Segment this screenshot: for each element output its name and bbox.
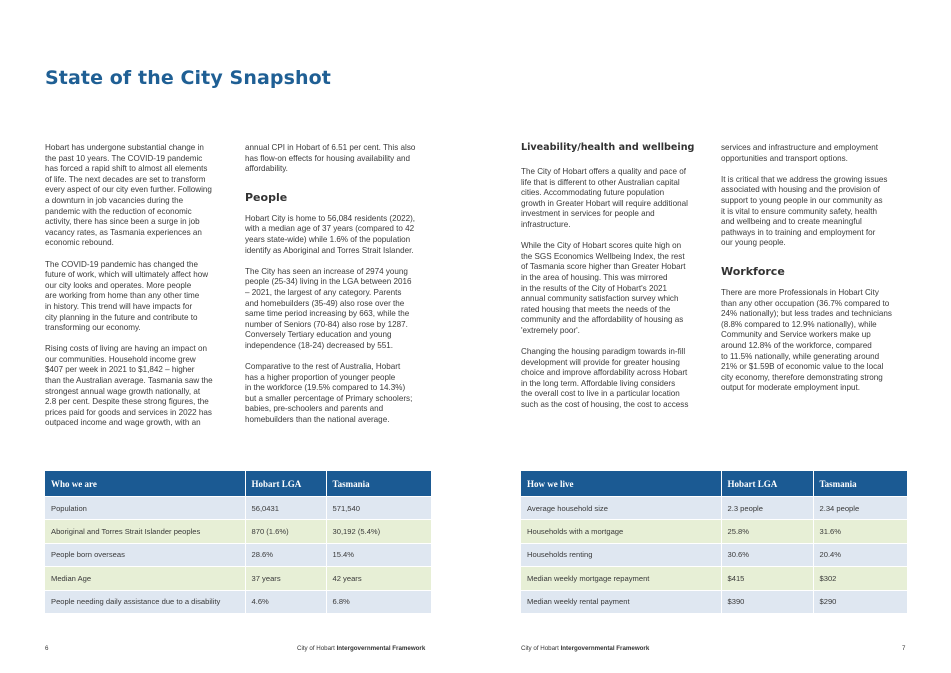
table-cell: 2.3 people bbox=[721, 497, 813, 520]
table-cell: Households with a mortgage bbox=[521, 520, 721, 543]
footer-right-credit bbox=[521, 645, 649, 652]
column-header: Tasmania bbox=[326, 471, 431, 497]
paragraph: Hobart has undergone substantial change in the past 10 years. The COVID-19 pandemic has forced a rapid shift to almost all elements of life. The next decades are set to transform every aspect of our city even further. Following a downturn in job vacancies during the pandemic with the reduction of economic activity, there has since been a surge in job vacancy rates, as Tasmania experiences an economic rebound. bbox=[45, 143, 212, 248]
text-column-2 bbox=[245, 143, 440, 436]
table-cell: Median Age bbox=[45, 567, 245, 590]
table-cell: $302 bbox=[813, 567, 907, 590]
paragraph: The City has seen an increase of 2974 young people (25-34) living in the LGA between 2016 – 2021, the largest of any category. Parents and homebuilders (35-49) also rose over the same time period increasing by 663, while the number of Seniors (70-84) also rose by 1287. Conversely Tertiary education and young independence (18-24) decreased by 551. bbox=[245, 266, 412, 350]
footer-org: City of Hobart bbox=[297, 645, 335, 652]
table-cell: 31.6% bbox=[813, 520, 907, 543]
paragraph: It is critical that we address the growing issues associated with housing and the provision of support to young people in our community as it is vital to ensure community safety, health and wellbeing and to create meaningful pathways in to training and employment for our young people. bbox=[721, 174, 888, 248]
table-cell: 56,0431 bbox=[245, 497, 326, 520]
paragraph: Changing the housing paradigm towards in-fill development will provide for greater housing choice and improve affordability across Hobart in the long term. Affordable living considers the overall cost to live in a particular location such as the cost of housing, the cost to access bbox=[521, 347, 689, 410]
table-row bbox=[521, 543, 907, 566]
table-cell: People needing daily assistance due to a disability bbox=[45, 590, 245, 613]
paragraph: Comparative to the rest of Australia, Hobart has a higher proportion of younger people in the workforce (19.5% compared to 14.3%) but a smaller percentage of Primary schoolers; babies, pre-schoolers and parents and homebuilders than the national average. bbox=[245, 362, 413, 425]
column-header: Hobart LGA bbox=[245, 471, 326, 497]
table-row bbox=[521, 590, 907, 613]
page-number-left: 6 bbox=[45, 645, 49, 652]
paragraph: There are more Professionals in Hobart City than any other occupation (36.7% compared to 24% nationally); but less trades and technicians (8.8% compared to 12.9% nationally), while Community and Service workers make up around 12.8% of the workforce, compared to 11.5% nationally, while generating around 21% or $1.59B of economic value to the local city economy, therefore demonstrating strong output for moderate employment input. bbox=[721, 287, 892, 393]
table-row bbox=[45, 567, 431, 590]
table-cell: Aboriginal and Torres Strait Islander peoples bbox=[45, 520, 245, 543]
how-we-live-table bbox=[521, 471, 907, 613]
table-cell: 30,192 (5.4%) bbox=[326, 520, 431, 543]
footer-org: City of Hobart bbox=[521, 645, 559, 652]
table-row bbox=[45, 590, 431, 613]
table-row bbox=[45, 543, 431, 566]
text-column-3 bbox=[521, 141, 716, 421]
table-row bbox=[45, 520, 431, 543]
column-header: Hobart LGA bbox=[721, 471, 813, 497]
footer-doc-title: Intergovernmental Framework bbox=[336, 645, 426, 652]
footer-doc-title: Intergovernmental Framework bbox=[560, 645, 650, 652]
table-cell: 571,540 bbox=[326, 497, 431, 520]
column-header: How we live bbox=[521, 471, 721, 497]
table-cell: $290 bbox=[813, 590, 907, 613]
footer-left-credit bbox=[297, 645, 425, 652]
table-cell: Average household size bbox=[521, 497, 721, 520]
table-cell: 25.8% bbox=[721, 520, 813, 543]
paragraph: Hobart City is home to 56,084 residents (2022), with a median age of 37 years (compared to 42 years state-wide) while 1.6% of the population identify as Aboriginal and Torres Strait Islander. bbox=[245, 213, 416, 255]
table-cell: Households renting bbox=[521, 543, 721, 566]
table-cell: Population bbox=[45, 497, 245, 520]
table-cell: $390 bbox=[721, 590, 813, 613]
column-header: Who we are bbox=[45, 471, 245, 497]
table-cell: 42 years bbox=[326, 567, 431, 590]
paragraph: Rising costs of living are having an impact on our communities. Household income grew $407 per week in 2021 to $1,842 – higher than the Australian average. Tasmania saw the strongest annual wage growth nationally, at 2.8 per cent. Despite these strong figures, the prices paid for goods and services in 2022 has outpaced income and wage growth, with an bbox=[45, 344, 213, 428]
section-heading-workforce: Workforce bbox=[721, 264, 785, 278]
section-heading-people: People bbox=[245, 190, 288, 204]
paragraph: The COVID-19 pandemic has changed the future of work, which will ultimately affect how our city looks and operates. More people are working from home than any other time in history. This trend will have impacts for city planning in the future and contribute to transforming our economy. bbox=[45, 259, 209, 333]
table-cell: 28.6% bbox=[245, 543, 326, 566]
table-cell: 37 years bbox=[245, 567, 326, 590]
table-header-row bbox=[45, 471, 431, 497]
table-cell: $415 bbox=[721, 567, 813, 590]
table-cell: 2.34 people bbox=[813, 497, 907, 520]
paragraph: While the City of Hobart scores quite high on the SGS Economics Wellbeing Index, the rest of Tasmania score higher than Greater Hobart in the area of housing. This was mirrored in the results of the City of Hobart's 2021 annual community satisfaction survey which rated housing that meets the needs of the community and the affordability of housing as 'extremely poor'. bbox=[521, 241, 686, 335]
table-cell: 20.4% bbox=[813, 543, 907, 566]
paragraph: annual CPI in Hobart of 6.51 per cent. This also has flow-on effects for housing availability and affordability. bbox=[245, 143, 416, 174]
column-header: Tasmania bbox=[813, 471, 907, 497]
table-cell: 4.6% bbox=[245, 590, 326, 613]
who-we-are-table bbox=[45, 471, 431, 613]
table-cell: 30.6% bbox=[721, 543, 813, 566]
page-title: State of the City Snapshot bbox=[45, 67, 331, 89]
table-row bbox=[521, 567, 907, 590]
section-heading-liveability: Liveability/health and wellbeing bbox=[521, 142, 695, 153]
text-column-1 bbox=[45, 143, 240, 440]
table-cell: 6.8% bbox=[326, 590, 431, 613]
page-number-right: 7 bbox=[902, 645, 906, 652]
paragraph: The City of Hobart offers a quality and pace of life that is different to other Australian capital cities. Accommodating future population growth in Greater Hobart will require additional investment in services for people and infrastructure. bbox=[521, 167, 688, 229]
table-header-row bbox=[521, 471, 907, 497]
paragraph: services and infrastructure and employment opportunities and transport options. bbox=[721, 143, 879, 163]
table-cell: Median weekly mortgage repayment bbox=[521, 567, 721, 590]
table-row bbox=[521, 497, 907, 520]
table-row bbox=[521, 520, 907, 543]
text-column-4 bbox=[721, 143, 916, 404]
table-cell: 15.4% bbox=[326, 543, 431, 566]
table-cell: Median weekly rental payment bbox=[521, 590, 721, 613]
table-cell: People born overseas bbox=[45, 543, 245, 566]
table-cell: 870 (1.6%) bbox=[245, 520, 326, 543]
table-row bbox=[45, 497, 431, 520]
